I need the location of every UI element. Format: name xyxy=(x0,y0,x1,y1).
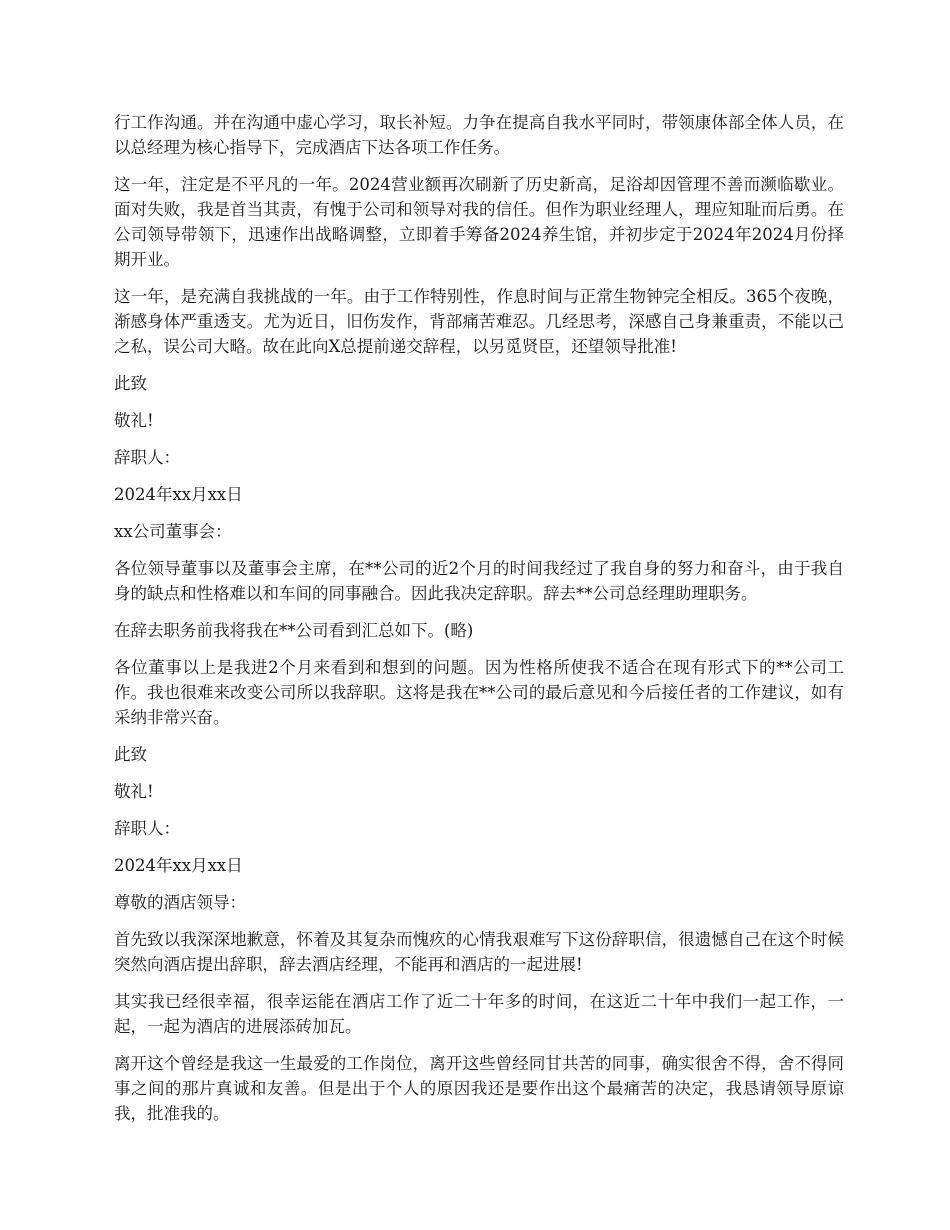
addressee-line: 尊敬的酒店领导： xyxy=(114,893,246,912)
closing-line: 此致 xyxy=(114,745,147,764)
date-line: 2024年xx月xx日 xyxy=(114,485,243,504)
paragraph: 这一年，是充满自我挑战的一年。由于工作特别性，作息时间与正常生物钟完全相反。365个夜晚，渐感身体严重透支。尤为近日，旧伤发作，背部痛苦难忍。几经思考，深感自己身兼重责，不能以己之私，误公司大略。故在此向X总提前递交辞程，以另觅贤臣，还望领导批准! xyxy=(114,287,844,356)
paragraph: 各位董事以上是我进2个月来看到和想到的问题。因为性格所使我不适合在现有形式下的**公司工作。我也很难来改变公司所以我辞职。这将是我在**公司的最后意见和今后接任者的工作建议，如有采纳非常兴奋。 xyxy=(114,658,844,727)
closing-line: 此致 xyxy=(114,374,147,393)
salutation-line: 敬礼! xyxy=(114,782,154,801)
signature-label: 辞职人： xyxy=(114,819,180,838)
paragraph: 行工作沟通。并在沟通中虚心学习，取长补短。力争在提高自我水平同时，带领康体部全体人员，在以总经理为核心指导下，完成酒店下达各项工作任务。 xyxy=(114,113,844,157)
paragraph: 首先致以我深深地歉意，怀着及其复杂而愧疚的心情我艰难写下这份辞职信，很遗憾自己在这个时候突然向酒店提出辞职，辞去酒店经理，不能再和酒店的一起进展! xyxy=(114,930,844,974)
paragraph: 各位领导董事以及董事会主席，在**公司的近2个月的时间我经过了我自身的努力和奋斗，由于我自身的缺点和性格难以和车间的同事融合。因此我决定辞职。辞去**公司总经理助理职务。 xyxy=(114,559,844,603)
document-body xyxy=(114,110,844,1138)
salutation-line: 敬礼! xyxy=(114,411,154,430)
paragraph: 这一年，注定是不平凡的一年。2024营业额再次刷新了历史新高，足浴却因管理不善而濒临歇业。面对失败，我是首当其责，有愧于公司和领导对我的信任。但作为职业经理人，理应知耻而后勇。在公司领导带领下，迅速作出战略调整，立即着手筹备2024养生馆，并初步定于2024年2024月份择期开业。 xyxy=(114,175,844,269)
signature-label: 辞职人： xyxy=(114,448,180,467)
paragraph: 离开这个曾经是我这一生最爱的工作岗位，离开这些曾经同甘共苦的同事，确实很舍不得，舍不得同事之间的那片真诚和友善。但是出于个人的原因我还是要作出这个最痛苦的决定，我恳请领导原谅我，批准我的。 xyxy=(114,1054,844,1123)
paragraph: 其实我已经很幸福，很幸运能在酒店工作了近二十年多的时间，在这近二十年中我们一起工作，一起，一起为酒店的进展添砖加瓦。 xyxy=(114,992,844,1036)
date-line: 2024年xx月xx日 xyxy=(114,856,243,875)
addressee-line: xx公司董事会： xyxy=(114,522,232,541)
paragraph: 在辞去职务前我将我在**公司看到汇总如下。(略) xyxy=(114,621,474,640)
